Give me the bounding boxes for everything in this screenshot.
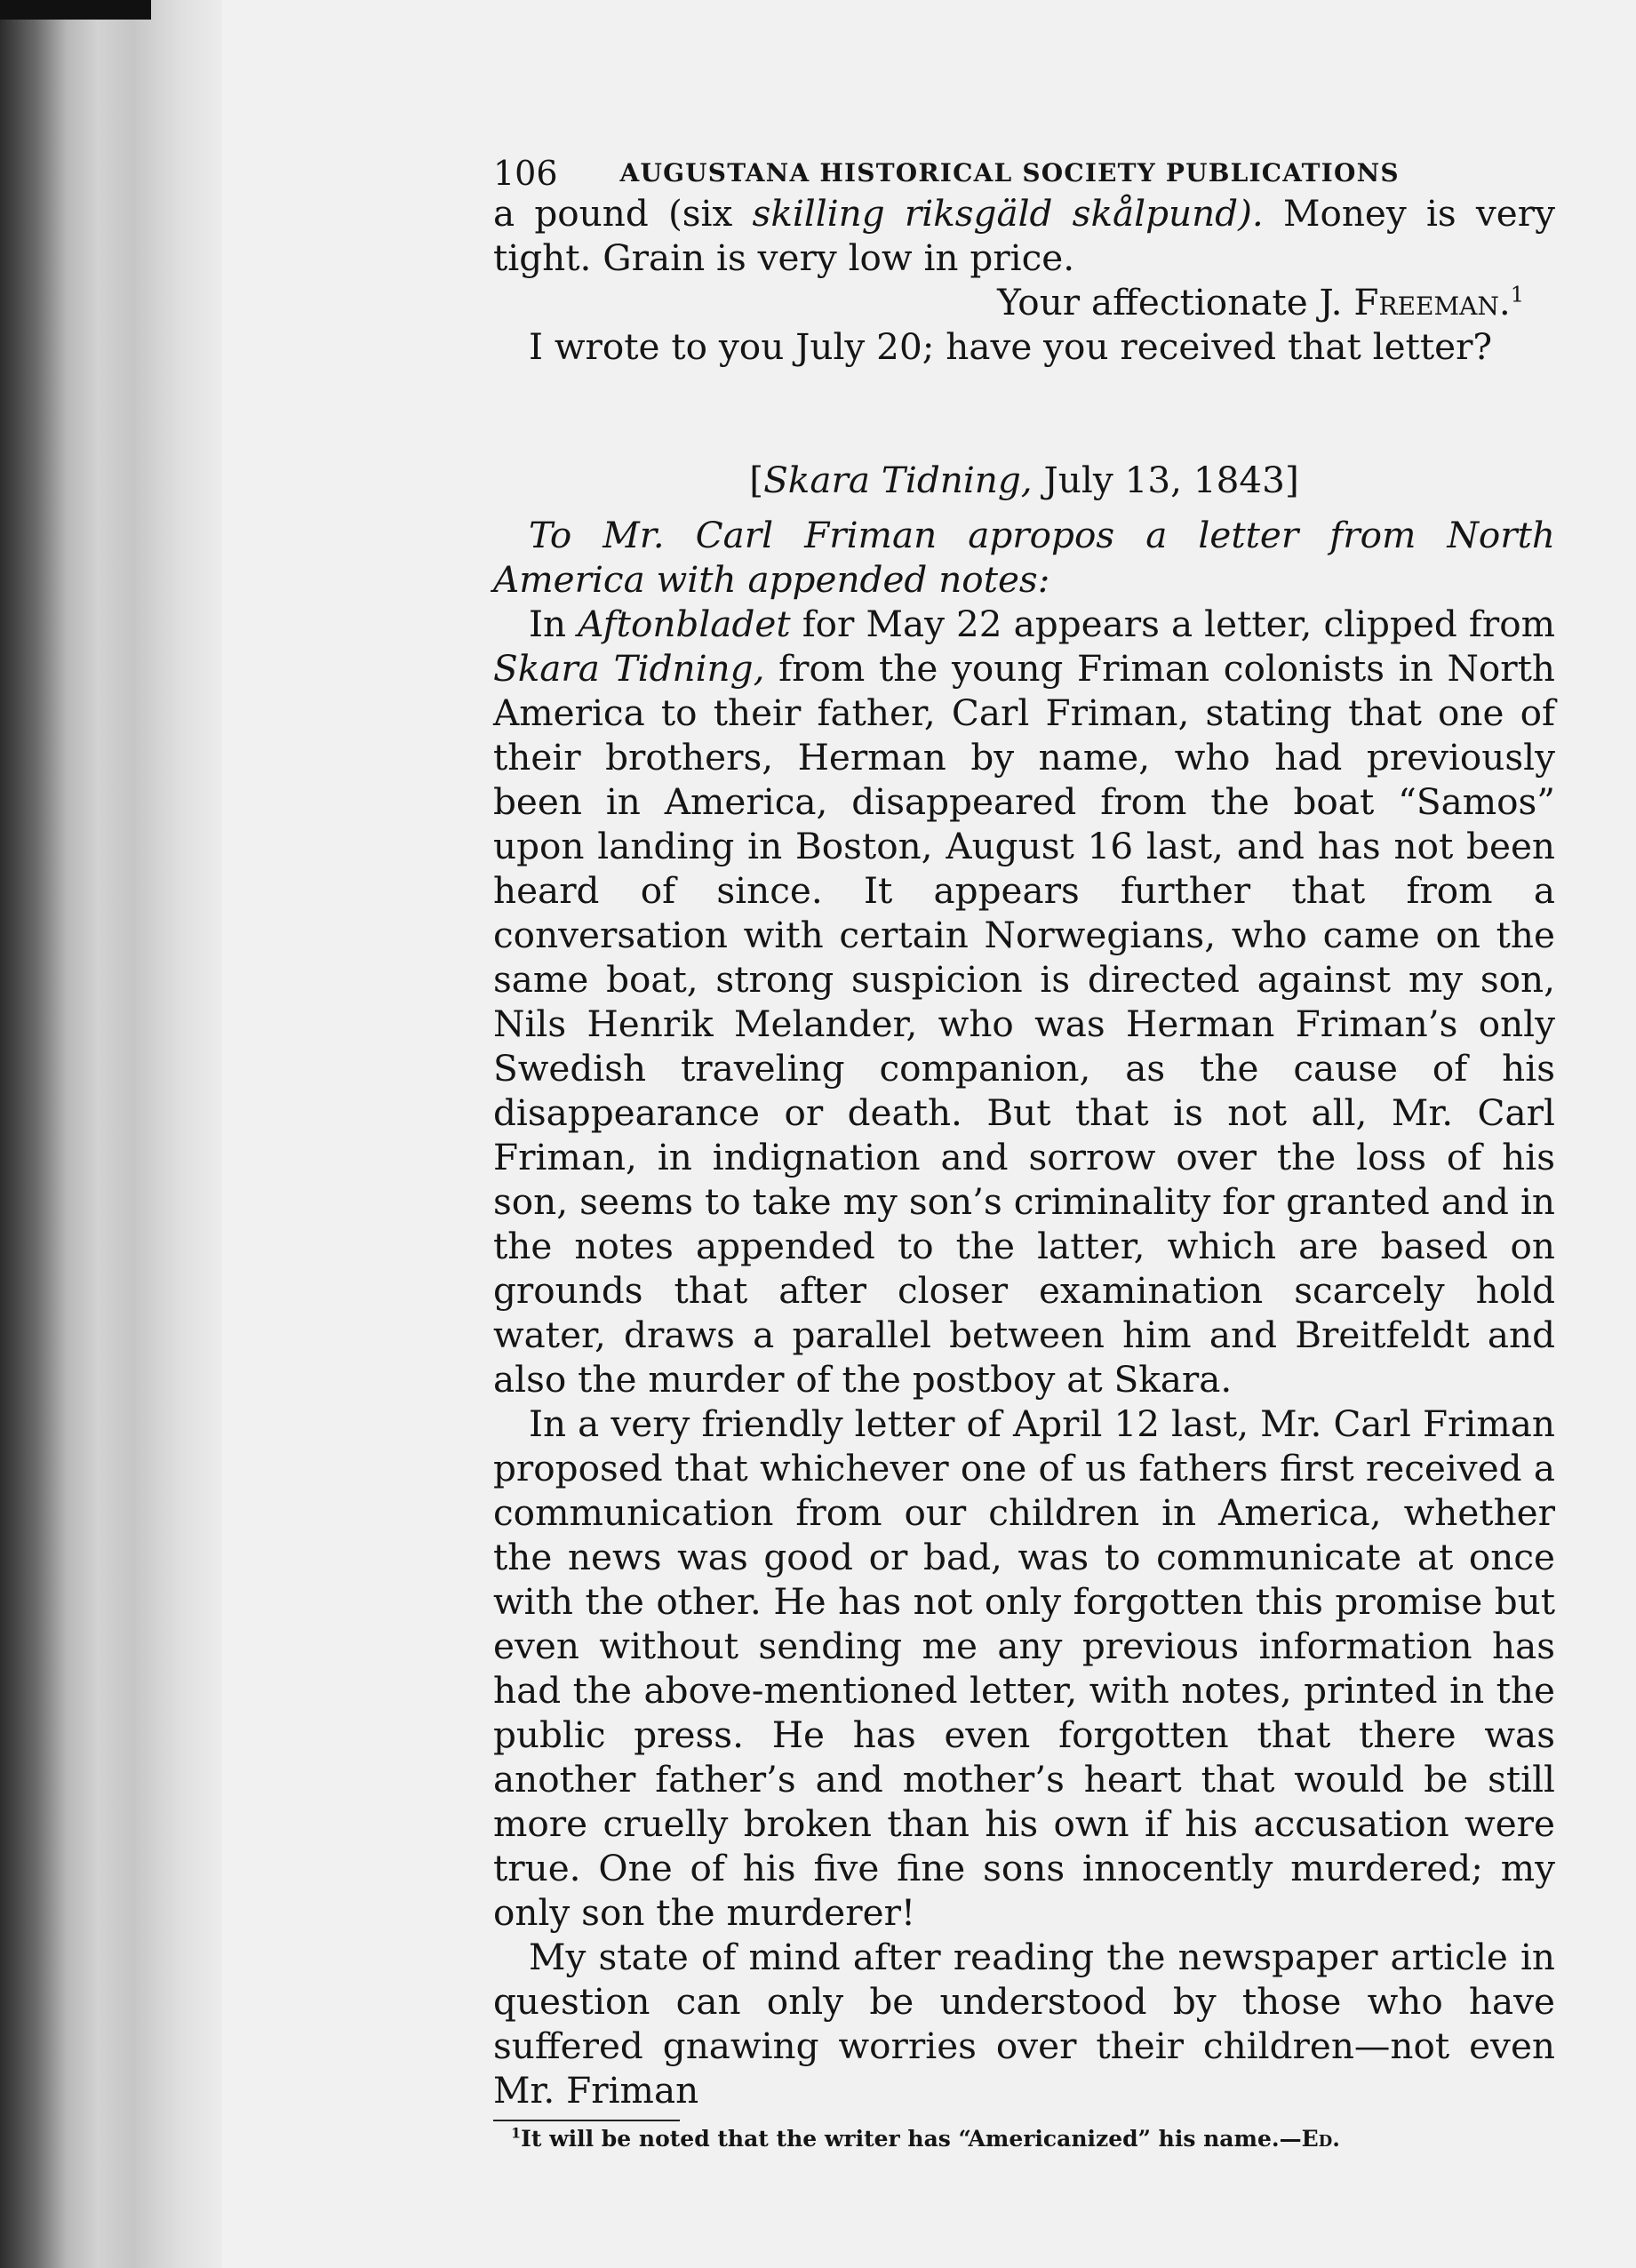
heading-italic: Skara Tidning, [763,459,1033,501]
signature-name: Freeman. [1353,281,1511,323]
heading-date: July 13, 1843] [1032,459,1299,501]
page-content [493,138,1555,2157]
opening-text-1: a pound (six [493,192,753,235]
footnote-mark: 1 [511,2124,522,2142]
opening-paragraph [493,191,1555,280]
section-heading [493,458,1555,502]
opening-text-2: Money is very tight. Grain is very low in price. [493,192,1556,279]
footnote-editor: Ed. [1301,2126,1340,2152]
opening-italic: skilling riksgäld skålpund). [752,192,1264,235]
closing-text: Your affectionate J. [997,281,1343,323]
body-paragraph-2: In a very friendly letter of April 12 last, Mr. Carl Friman proposed that whichever one of us fathers first received a communication from our children in America, whether the news was good or bad, was to communicate at once with the other. He has not only forgotten this promise but even without sending me any previous information has had the above-mentioned letter, with notes, printed in the public press. He has even forgotten that there was another father’s and mother’s heart that would be still more cruelly broken than his own if his accusation were true. One of his five fine sons innocently murdered; my only son the murderer! [493,1402,1555,1934]
section-gap [493,369,1555,458]
running-title: AUGUSTANA HISTORICAL SOCIETY PUBLICATIONS [619,158,1400,188]
p1-text-b: for May 22 appears a letter, clipped from [790,603,1555,645]
binding-top-edge [0,0,151,20]
body-paragraph-1 [493,602,1555,1402]
heading-bracket: [ [749,459,764,501]
p1-text-a: In [529,603,579,645]
footnote-text: It will be noted that the writer has “Americanized” his name.— [521,2126,1302,2152]
page-number: 106 [493,154,558,193]
postscript: I wrote to you July 20; have you received that letter? [529,325,1493,368]
p1-italic-b: Skara Tidning, [493,647,765,690]
book-binding-shadow [0,0,222,2268]
p1-text-c: from the young Friman colonists in North America to their father, Carl Friman, stating that one of their brothers, Herman by name, who had previously been in America, disappeared from the boat “Samos” upon landing in Boston, August 16 last, and has not been heard of since. It appears further that from a conversation with certain Norwegians, who came on the same boat, strong suspicion is directed against my son, Nils Henrik Melander, who was Herman Friman’s only Swedish traveling companion, as the cause of his disappearance or death. But that is not all, Mr. Carl Friman, in indignation and sorrow over the loss of his son, seems to take my son’s criminality for granted and in the notes appended to the latter, which are based on grounds that after closer examination scarcely hold water, draws a parallel between him and Breitfeldt and also the murder of the postboy at Skara. [493,647,1556,1401]
footnote [511,2121,1555,2157]
intro-line [493,513,1555,602]
intro-italic-text: To Mr. Carl Friman apropos a letter from North America with appended notes: [493,514,1555,601]
p1-italic-a: Aftonbladet [578,603,791,645]
footnote-reference: 1 [1510,282,1524,307]
body-paragraph-3: My state of mind after reading the newspaper article in question can only be understood by those who have suffered gnawing worries over their children—not even Mr. Friman [493,1936,1555,2112]
letter-signature [493,280,1555,324]
